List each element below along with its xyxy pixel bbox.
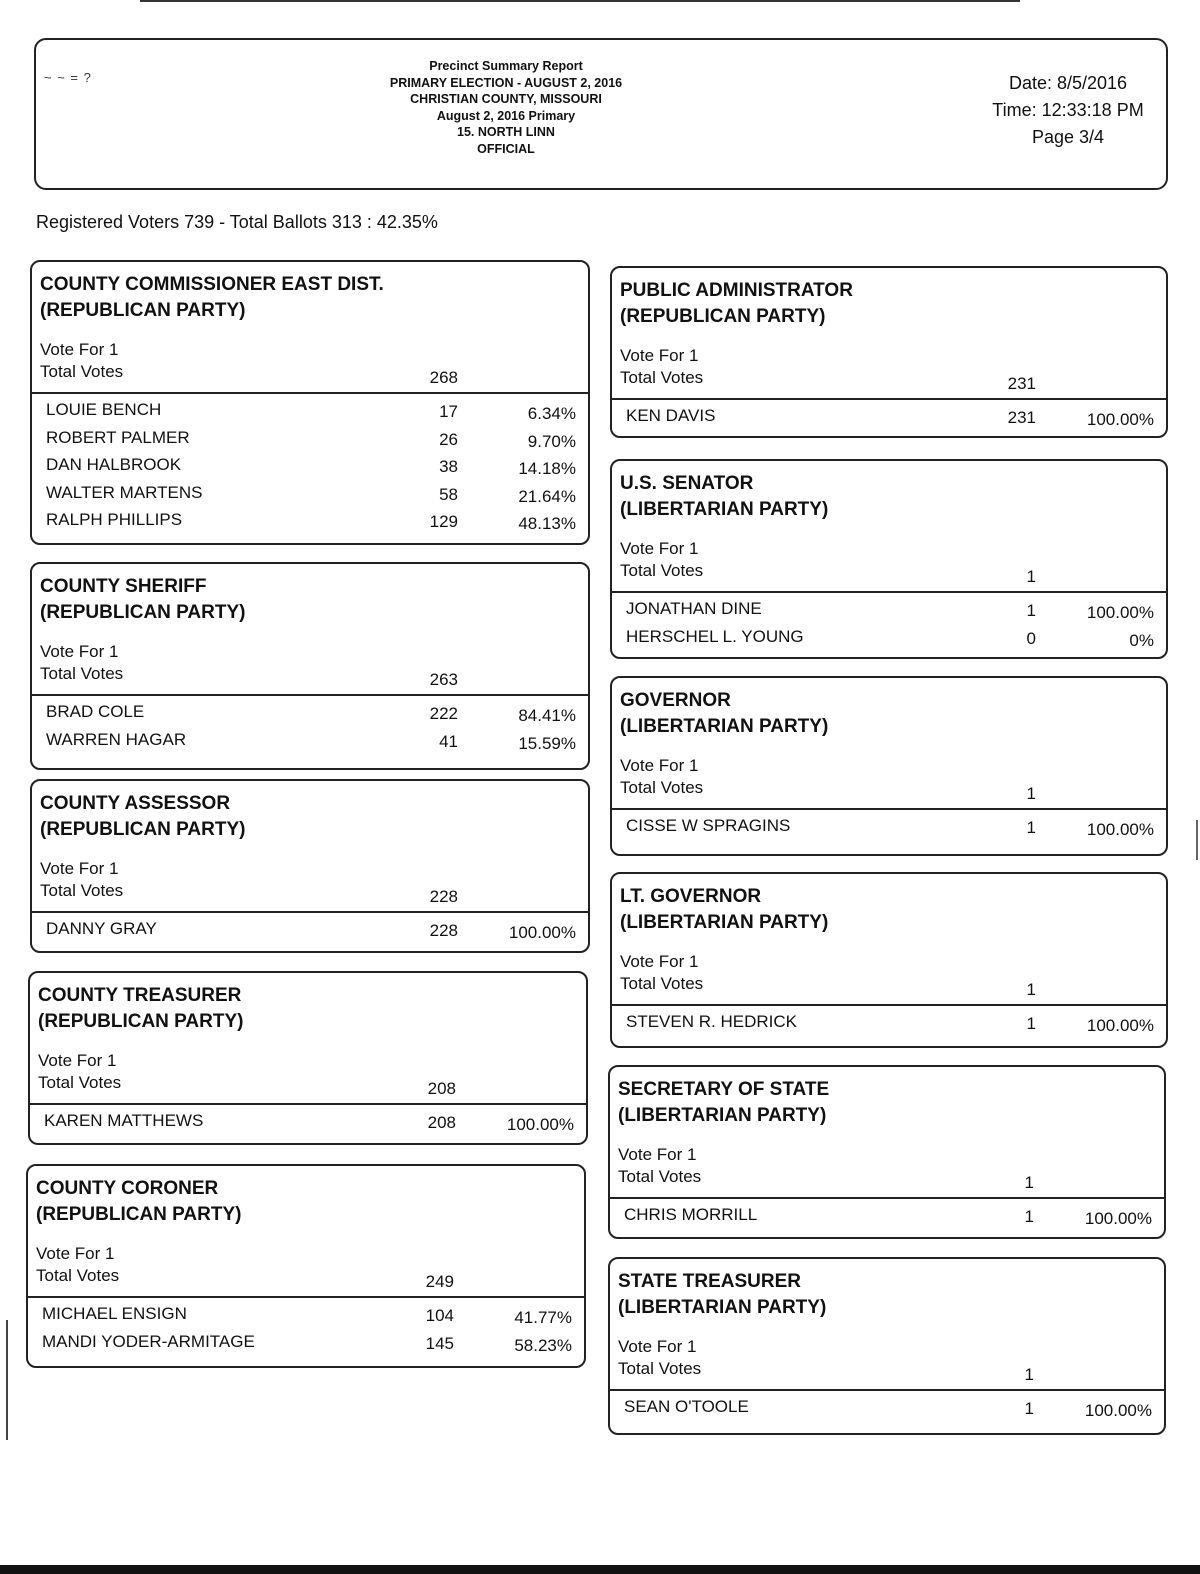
candidate-percent: 100.00% <box>506 1115 574 1134</box>
race-box <box>30 562 590 770</box>
candidate-votes: 58 <box>439 484 458 504</box>
vote-for-label: Vote For 1 <box>620 346 699 365</box>
candidate-row <box>32 504 588 532</box>
candidate-row <box>612 621 1166 649</box>
total-votes-value: 208 <box>427 1079 456 1098</box>
total-votes-value: 268 <box>429 368 458 387</box>
total-votes-row <box>32 362 588 392</box>
total-votes-label: Total Votes <box>618 1359 702 1378</box>
candidate-row <box>612 400 1166 428</box>
report-meta <box>978 70 1158 151</box>
total-votes-label: Total Votes <box>38 1073 122 1092</box>
race-title: COUNTY COMMISSIONER EAST DIST. <box>40 274 384 295</box>
total-votes-value: 1 <box>1026 784 1036 803</box>
total-votes-value: 1 <box>1024 1365 1034 1384</box>
total-votes-row <box>612 974 1166 1004</box>
total-votes-row <box>32 664 588 694</box>
vote-for-label: Vote For 1 <box>40 642 119 661</box>
candidate-name: CHRIS MORRILL <box>624 1205 758 1224</box>
candidate-percent: 41.77% <box>514 1308 572 1327</box>
scan-edge-bottom <box>0 1565 1200 1574</box>
candidate-name: WALTER MARTENS <box>46 482 203 502</box>
candidate-percent: 100.00% <box>1084 1209 1152 1228</box>
candidate-percent: 14.18% <box>518 459 576 478</box>
vote-for-label: Vote For 1 <box>36 1244 115 1263</box>
vote-for-label: Vote For 1 <box>38 1051 117 1070</box>
candidate-votes: 0 <box>1026 628 1036 648</box>
candidate-votes: 104 <box>425 1306 454 1325</box>
candidate-row <box>32 477 588 505</box>
vote-for-label: Vote For 1 <box>620 756 699 775</box>
candidate-votes: 1 <box>1026 818 1036 837</box>
race-party: (LIBERTARIAN PARTY) <box>620 499 829 520</box>
candidate-name: HERSCHEL L. YOUNG <box>626 626 804 646</box>
total-votes-label: Total Votes <box>620 974 704 993</box>
total-votes-label: Total Votes <box>620 778 704 797</box>
vote-for-label: Vote For 1 <box>620 952 699 971</box>
race-box <box>610 459 1168 659</box>
vote-for-label: Vote For 1 <box>620 539 699 558</box>
candidate-name: ROBERT PALMER <box>46 427 190 447</box>
candidate-row <box>28 1326 584 1354</box>
candidate-row <box>28 1298 584 1326</box>
report-time: Time: 12:33:18 PM <box>992 100 1144 120</box>
candidate-percent: 100.00% <box>1086 603 1154 622</box>
candidate-row <box>612 810 1166 838</box>
total-votes-label: Total Votes <box>40 362 124 381</box>
candidate-percent: 9.70% <box>527 431 576 451</box>
candidate-name: JONATHAN DINE <box>626 599 762 618</box>
race-title: U.S. SENATOR <box>620 473 754 494</box>
candidate-votes: 231 <box>1007 408 1036 427</box>
race-box <box>28 971 588 1145</box>
candidate-percent: 100.00% <box>1086 820 1154 839</box>
candidate-percent: 100.00% <box>1086 410 1154 429</box>
handwritten-mark: ~ ~ = ? <box>44 70 92 85</box>
candidate-percent: 100.00% <box>1086 1016 1154 1035</box>
vote-for-label: Vote For 1 <box>40 340 119 359</box>
candidate-votes: 26 <box>439 429 458 449</box>
candidate-name: MANDI YODER-ARMITAGE <box>42 1331 255 1351</box>
race-party: (REPUBLICAN PARTY) <box>620 306 826 327</box>
race-box <box>30 260 590 545</box>
candidate-percent: 6.34% <box>527 404 576 423</box>
candidate-name: DAN HALBROOK <box>46 455 182 474</box>
candidate-name: DANNY GRAY <box>46 919 157 938</box>
candidate-votes: 1 <box>1026 601 1036 620</box>
candidate-percent: 0% <box>1129 630 1154 650</box>
total-votes-value: 249 <box>425 1272 454 1291</box>
total-votes-row <box>30 1073 586 1103</box>
race-party: (LIBERTARIAN PARTY) <box>620 716 829 737</box>
report-heading <box>266 58 746 157</box>
race-party: (LIBERTARIAN PARTY) <box>620 912 829 933</box>
candidate-votes: 38 <box>439 457 458 476</box>
election-name: PRIMARY ELECTION - AUGUST 2, 2016 <box>389 75 623 90</box>
candidate-row <box>610 1199 1164 1227</box>
candidate-name: LOUIE BENCH <box>46 400 162 419</box>
candidate-percent: 84.41% <box>518 706 576 725</box>
race-title: COUNTY TREASURER <box>38 985 242 1006</box>
candidate-votes: 208 <box>427 1113 456 1132</box>
primary-label: August 2, 2016 Primary <box>436 108 576 123</box>
candidate-row <box>32 422 588 450</box>
race-box <box>608 1257 1166 1435</box>
candidate-row <box>610 1391 1164 1419</box>
scan-edge-top <box>140 0 1020 2</box>
total-votes-value: 263 <box>429 670 458 689</box>
official-status: OFFICIAL <box>477 141 535 156</box>
total-votes-row <box>610 1167 1164 1197</box>
race-party: (REPUBLICAN PARTY) <box>40 300 246 321</box>
total-votes-row <box>610 1359 1164 1389</box>
total-votes-label: Total Votes <box>620 561 704 580</box>
race-box <box>26 1164 586 1368</box>
total-votes-row <box>612 561 1166 591</box>
candidate-row <box>32 449 588 477</box>
scan-mark-right <box>1196 820 1198 860</box>
candidate-percent: 21.64% <box>518 486 576 506</box>
total-votes-value: 1 <box>1026 980 1036 999</box>
race-title: PUBLIC ADMINISTRATOR <box>620 280 853 301</box>
candidate-name: SEAN O'TOOLE <box>624 1397 749 1416</box>
report-date: Date: 8/5/2016 <box>1008 73 1128 93</box>
vote-for-label: Vote For 1 <box>618 1145 697 1164</box>
candidate-name: BRAD COLE <box>46 702 145 721</box>
candidate-name: CISSE W SPRAGINS <box>626 816 791 835</box>
candidate-name: WARREN HAGAR <box>46 729 187 749</box>
race-party: (REPUBLICAN PARTY) <box>40 819 246 840</box>
race-box <box>608 1065 1166 1239</box>
race-title: COUNTY ASSESSOR <box>40 793 231 814</box>
candidate-percent: 100.00% <box>1084 1401 1152 1420</box>
candidate-row <box>32 913 588 941</box>
race-box <box>610 676 1168 856</box>
total-votes-row <box>28 1266 584 1296</box>
race-party: (REPUBLICAN PARTY) <box>38 1011 244 1032</box>
scan-mark-left <box>6 1320 8 1440</box>
candidate-name: KAREN MATTHEWS <box>44 1111 204 1130</box>
race-party: (LIBERTARIAN PARTY) <box>618 1297 827 1318</box>
total-votes-value: 1 <box>1024 1173 1034 1192</box>
candidate-row <box>612 1006 1166 1034</box>
candidate-percent: 15.59% <box>518 733 576 753</box>
candidate-row <box>32 696 588 724</box>
vote-for-label: Vote For 1 <box>40 859 119 878</box>
candidate-row <box>32 724 588 752</box>
total-votes-label: Total Votes <box>618 1167 702 1186</box>
candidate-percent: 100.00% <box>508 923 576 942</box>
candidate-votes: 129 <box>429 512 458 531</box>
total-votes-value: 228 <box>429 887 458 906</box>
candidate-name: MICHAEL ENSIGN <box>42 1304 187 1323</box>
total-votes-label: Total Votes <box>40 664 124 683</box>
race-title: GOVERNOR <box>620 690 731 711</box>
candidate-row <box>612 593 1166 621</box>
candidate-votes: 1 <box>1024 1399 1034 1418</box>
race-title: STATE TREASURER <box>618 1271 801 1292</box>
race-box <box>610 872 1168 1048</box>
race-party: (LIBERTARIAN PARTY) <box>618 1105 827 1126</box>
candidate-name: STEVEN R. HEDRICK <box>626 1012 797 1031</box>
total-votes-label: Total Votes <box>36 1266 120 1285</box>
candidate-votes: 17 <box>439 402 458 421</box>
report-title: Precinct Summary Report <box>429 59 583 73</box>
total-votes-value: 1 <box>1026 567 1036 586</box>
candidate-percent: 58.23% <box>514 1335 572 1355</box>
total-votes-row <box>612 368 1166 398</box>
precinct-name: 15. NORTH LINN <box>457 125 555 139</box>
race-box <box>610 266 1168 438</box>
race-party: (REPUBLICAN PARTY) <box>36 1204 242 1225</box>
candidate-name: KEN DAVIS <box>626 406 716 425</box>
candidate-percent: 48.13% <box>518 514 576 533</box>
candidate-votes: 145 <box>425 1333 454 1353</box>
candidate-row <box>32 394 588 422</box>
total-votes-value: 231 <box>1007 374 1036 393</box>
race-box <box>30 779 590 953</box>
race-title: COUNTY SHERIFF <box>40 576 207 597</box>
race-title: LT. GOVERNOR <box>620 886 762 907</box>
candidate-row <box>30 1105 586 1133</box>
candidate-votes: 1 <box>1026 1014 1036 1033</box>
candidate-votes: 1 <box>1024 1207 1034 1226</box>
vote-for-label: Vote For 1 <box>618 1337 697 1356</box>
total-votes-label: Total Votes <box>40 881 124 900</box>
race-title: SECRETARY OF STATE <box>618 1079 830 1100</box>
total-votes-row <box>612 778 1166 808</box>
report-header <box>34 38 1168 190</box>
total-votes-row <box>32 881 588 911</box>
candidate-votes: 228 <box>429 921 458 940</box>
candidate-votes: 222 <box>429 704 458 723</box>
candidate-votes: 41 <box>439 731 458 751</box>
registered-voters-summary: Registered Voters 739 - Total Ballots 313 : 42.35% <box>36 212 438 232</box>
race-party: (REPUBLICAN PARTY) <box>40 602 246 623</box>
race-title: COUNTY CORONER <box>36 1178 219 1199</box>
candidate-name: RALPH PHILLIPS <box>46 510 183 529</box>
total-votes-label: Total Votes <box>620 368 704 387</box>
page-number: Page 3/4 <box>1031 127 1105 147</box>
county-name: CHRISTIAN COUNTY, MISSOURI <box>410 92 602 106</box>
